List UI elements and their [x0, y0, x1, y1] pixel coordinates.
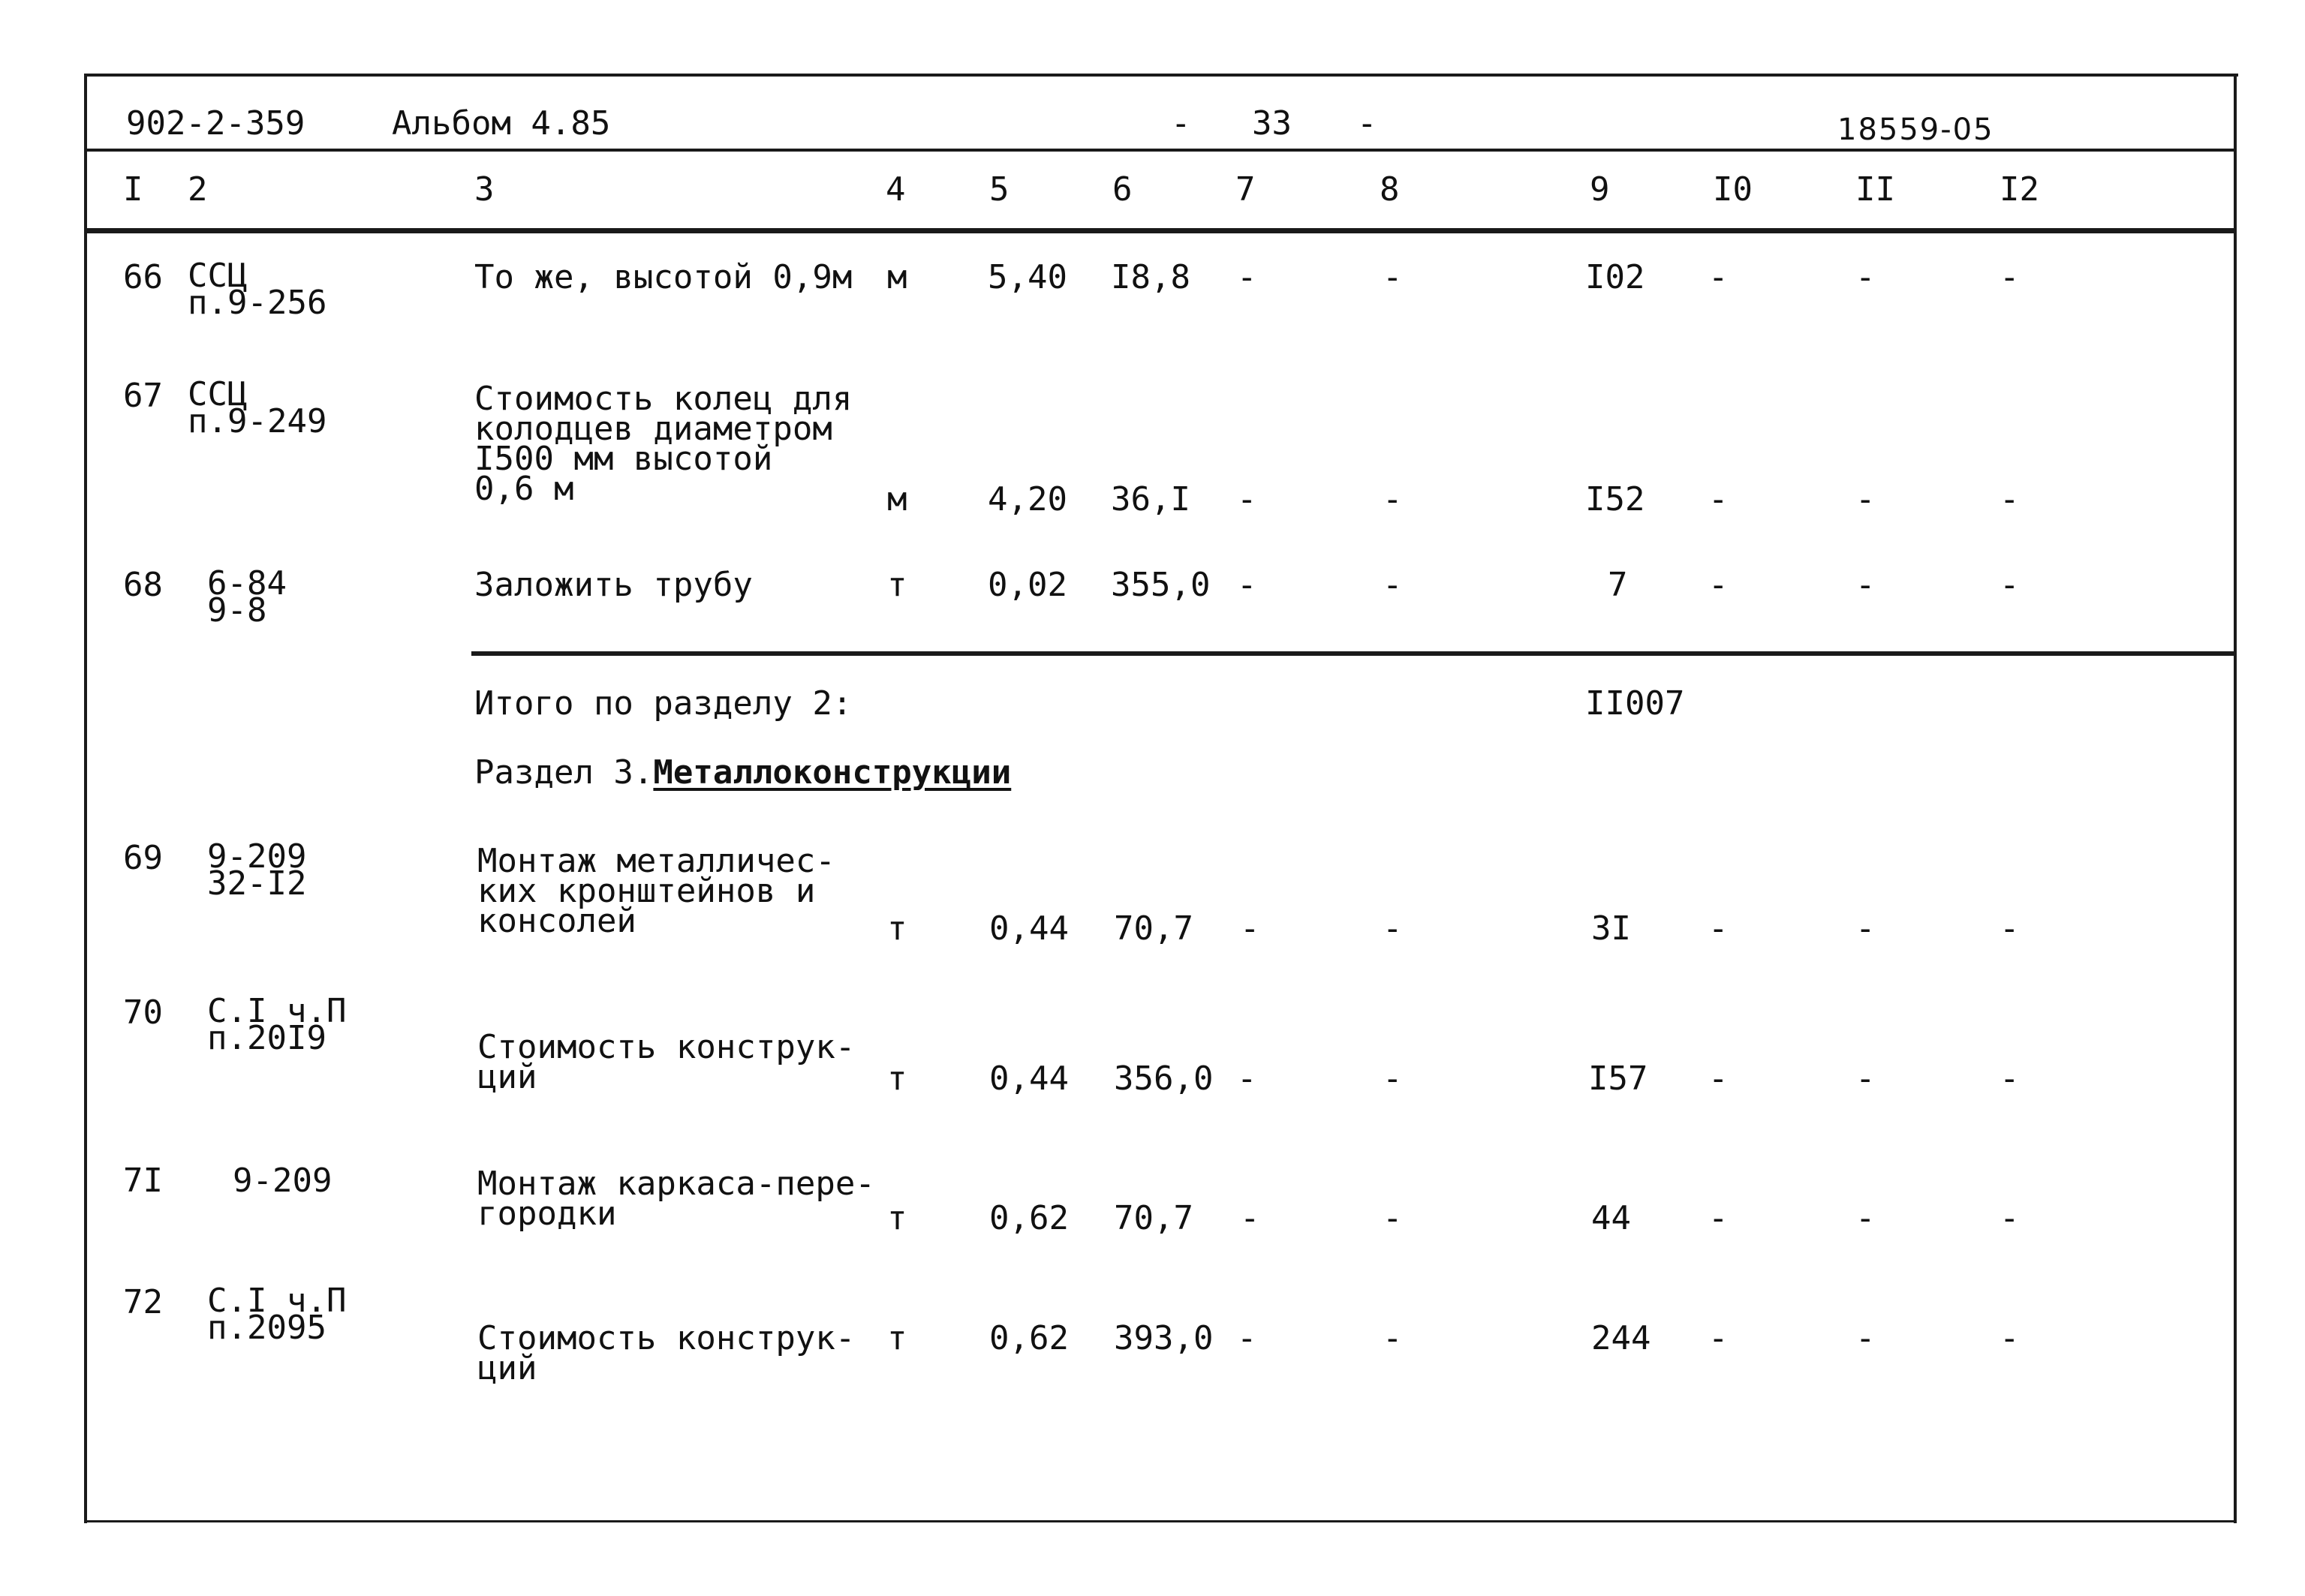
page-dash-left: -: [1171, 104, 1191, 143]
row-col-8: -: [1383, 566, 1403, 604]
col-header-4: 4: [886, 170, 906, 209]
row-total-cost: I02: [1585, 258, 1645, 296]
frame-bottom-border: [84, 1520, 2237, 1522]
row-unit: м: [887, 258, 907, 296]
row-col-8: -: [1383, 909, 1403, 948]
row-code: ССЦ п.9-256: [188, 257, 327, 322]
row-col-11: -: [1855, 258, 1876, 296]
section-heading-prefix: Раздел 3.: [474, 753, 654, 792]
frame-left-border: [84, 74, 87, 1523]
col-header-8: 8: [1380, 170, 1400, 209]
row-code: 9-209: [233, 1162, 333, 1200]
row-unit-price: 356,0: [1114, 1059, 1214, 1098]
row-unit-price: 70,7: [1114, 1199, 1193, 1237]
row-description: Монтаж каркаса-пере- городки: [477, 1165, 875, 1233]
row-unit: т: [887, 1059, 907, 1098]
col-header-11: II: [1855, 170, 1895, 209]
row-code: ССЦ п.9-249: [188, 375, 327, 440]
page-number: 33: [1252, 104, 1292, 143]
row-description: Монтаж металличес- ких кронштейнов и консолей: [477, 842, 835, 940]
row-col-12: -: [2000, 566, 2020, 604]
row-col-12: -: [2000, 1319, 2020, 1357]
row-col-11: -: [1855, 909, 1876, 948]
row-col-10: -: [1708, 1319, 1729, 1357]
archive-number: 18559-05: [1837, 113, 1994, 147]
row-unit-price: 355,0: [1111, 566, 1211, 604]
row-col-10: -: [1708, 1199, 1729, 1237]
col-header-9: 9: [1590, 170, 1610, 209]
row-col-8: -: [1383, 1319, 1403, 1357]
row-unit: т: [887, 1199, 907, 1237]
section-total-label: Итого по разделу 2:: [474, 684, 853, 723]
row-code: С.I ч.П п.2095: [207, 1282, 347, 1347]
total-divider: [471, 651, 2237, 656]
row-number: 7I: [123, 1162, 163, 1200]
row-col-7: -: [1237, 1059, 1257, 1098]
row-quantity: 4,20: [988, 480, 1067, 518]
row-unit: м: [887, 480, 907, 518]
section-total-value: II007: [1585, 684, 1685, 723]
page-dash-right: -: [1357, 104, 1377, 143]
row-quantity: 0,02: [988, 566, 1067, 604]
row-col-12: -: [2000, 909, 2020, 948]
row-unit: т: [887, 1319, 907, 1357]
row-col-7: -: [1237, 566, 1257, 604]
row-col-10: -: [1708, 258, 1729, 296]
row-unit: т: [887, 566, 907, 604]
frame-right-border: [2234, 74, 2237, 1523]
row-code: С.I ч.П п.20I9: [207, 992, 347, 1057]
section-heading: [474, 753, 1012, 792]
row-col-8: -: [1383, 258, 1403, 296]
row-total-cost: I57: [1588, 1059, 1648, 1098]
row-col-11: -: [1855, 480, 1876, 518]
row-total-cost: 7: [1608, 566, 1628, 604]
row-number: 67: [123, 377, 163, 415]
row-quantity: 0,44: [989, 1059, 1069, 1098]
row-col-12: -: [2000, 1059, 2020, 1098]
doc-number: 902-2-359: [126, 104, 305, 143]
row-col-10: -: [1708, 566, 1729, 604]
row-col-11: -: [1855, 1319, 1876, 1357]
row-quantity: 0,44: [989, 909, 1069, 948]
row-col-8: -: [1383, 1199, 1403, 1237]
row-quantity: 5,40: [988, 258, 1067, 296]
row-description: Заложить трубу: [474, 566, 753, 604]
row-col-12: -: [2000, 258, 2020, 296]
album-label: Альбом 4.85: [392, 104, 611, 143]
row-description: То же, высотой 0,9м: [474, 258, 853, 296]
row-unit-price: 70,7: [1114, 909, 1193, 948]
col-header-12: I2: [2000, 170, 2039, 209]
row-col-11: -: [1855, 566, 1876, 604]
row-col-7: -: [1240, 1199, 1260, 1237]
row-description: Стоимость колец для колодцев диаметром I500 мм высотой 0,6 м: [474, 380, 853, 508]
row-number: 66: [123, 258, 163, 296]
row-number: 70: [123, 993, 163, 1032]
column-header-divider: [84, 228, 2237, 233]
row-number: 72: [123, 1283, 163, 1321]
row-total-cost: 3I: [1591, 909, 1631, 948]
col-header-6: 6: [1112, 170, 1133, 209]
row-col-10: -: [1708, 909, 1729, 948]
row-total-cost: 244: [1591, 1319, 1651, 1357]
row-number: 69: [123, 839, 163, 877]
row-code: 6-84 9-8: [207, 564, 287, 630]
row-total-cost: I52: [1585, 480, 1645, 518]
frame-top-border: [84, 74, 2238, 77]
row-unit-price: 36,I: [1111, 480, 1190, 518]
row-col-8: -: [1383, 1059, 1403, 1098]
row-unit: т: [887, 909, 907, 948]
col-header-7: 7: [1235, 170, 1256, 209]
row-col-12: -: [2000, 1199, 2020, 1237]
col-header-10: I0: [1713, 170, 1753, 209]
header-divider: [84, 149, 2237, 152]
row-col-11: -: [1855, 1059, 1876, 1098]
row-col-7: -: [1237, 258, 1257, 296]
row-description: Стоимость конструк- ций: [477, 1319, 856, 1387]
row-number: 68: [123, 566, 163, 604]
row-quantity: 0,62: [989, 1319, 1069, 1357]
row-col-10: -: [1708, 1059, 1729, 1098]
row-col-7: -: [1237, 480, 1257, 518]
col-header-2: 2: [188, 170, 208, 209]
row-total-cost: 44: [1591, 1199, 1631, 1237]
row-unit-price: I8,8: [1111, 258, 1190, 296]
row-unit-price: 393,0: [1114, 1319, 1214, 1357]
row-col-11: -: [1855, 1199, 1876, 1237]
col-header-3: 3: [474, 170, 495, 209]
section-heading-title: Металлоконструкции: [653, 753, 1012, 792]
row-col-7: -: [1237, 1319, 1257, 1357]
row-code: 9-209 32-I2: [207, 837, 307, 903]
row-col-7: -: [1240, 909, 1260, 948]
row-quantity: 0,62: [989, 1199, 1069, 1237]
row-col-8: -: [1383, 480, 1403, 518]
row-col-12: -: [2000, 480, 2020, 518]
row-col-10: -: [1708, 480, 1729, 518]
col-header-1: I: [123, 170, 143, 209]
col-header-5: 5: [989, 170, 1010, 209]
row-description: Стоимость конструк- ций: [477, 1028, 856, 1096]
